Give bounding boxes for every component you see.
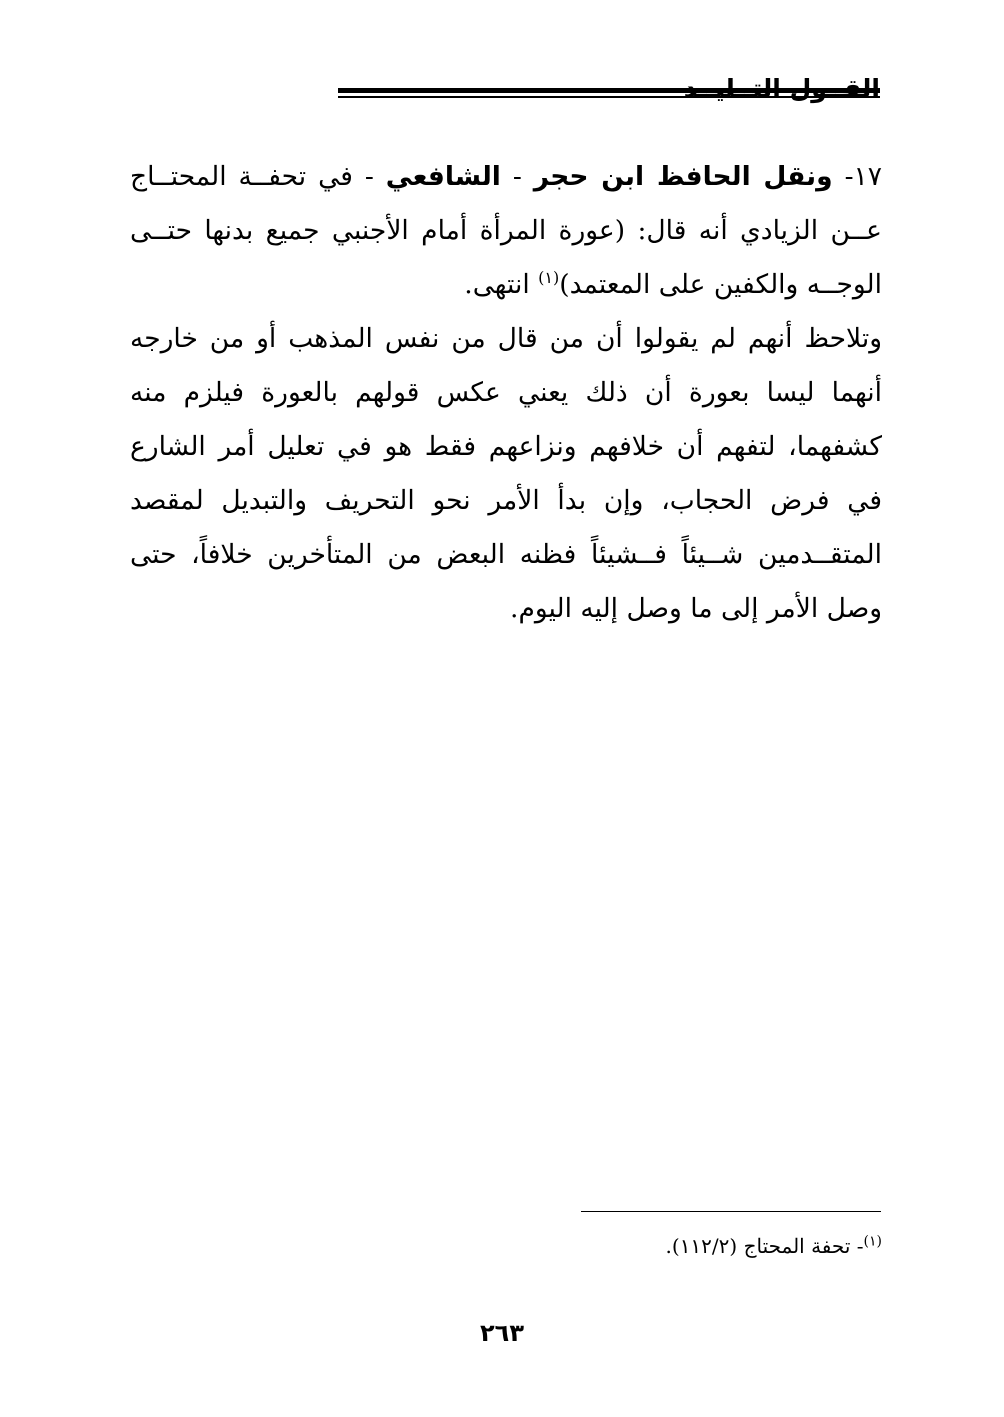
running-header [130, 70, 880, 114]
header-double-rule [338, 88, 880, 98]
footnote-text: - تحفة المحتاج (١١٢/٢). [665, 1234, 864, 1258]
paragraph-2: وتلاحظ أنهم لم يقولوا أن من قال من نفس المذهب أو من خارجه أنهما ليسا بعورة أن ذلك يعني عكس قولهم بالعورة فيلزم منه كشفهما، لتفهم أن خلافهم ونزاعهم فقط هو في تعليل أمر الشارع في فرض الحجاب، وإن بدأ الأمر نحو التحريف والتبديل لمقصد المتقــدمين شــيئاً فــشيئاً فظنه البعض من المتأخرين خلافاً، حتى وصل الأمر إلى ما وصل إليه اليوم. [130, 323, 882, 624]
bold-phrase-1: ونقل الحافظ ابن حجر [533, 161, 833, 192]
header-title: القــول التــليــد [683, 74, 880, 103]
main-text [130, 150, 882, 636]
item-number: ١٧- [844, 161, 882, 192]
paragraph-1-end: انتهى. [464, 269, 539, 300]
paragraph-1-text: - في تحفــة المحتــاج عــن الزيادي أنه قال: (عورة المرأة أمام الأجنبي جميع بدنها حتــى الوجــه والكفين على المعتمد) [130, 161, 882, 300]
page-number: ٢٦٣ [480, 1319, 524, 1347]
footnote-marker: (١) [863, 1233, 882, 1250]
footnote [500, 1232, 882, 1260]
paragraph-1 [130, 150, 882, 312]
footnote-separator [581, 1211, 881, 1212]
footnote-reference: (١) [538, 268, 560, 288]
dash: - [500, 161, 534, 192]
bold-phrase-2: الشافعي [385, 161, 501, 192]
